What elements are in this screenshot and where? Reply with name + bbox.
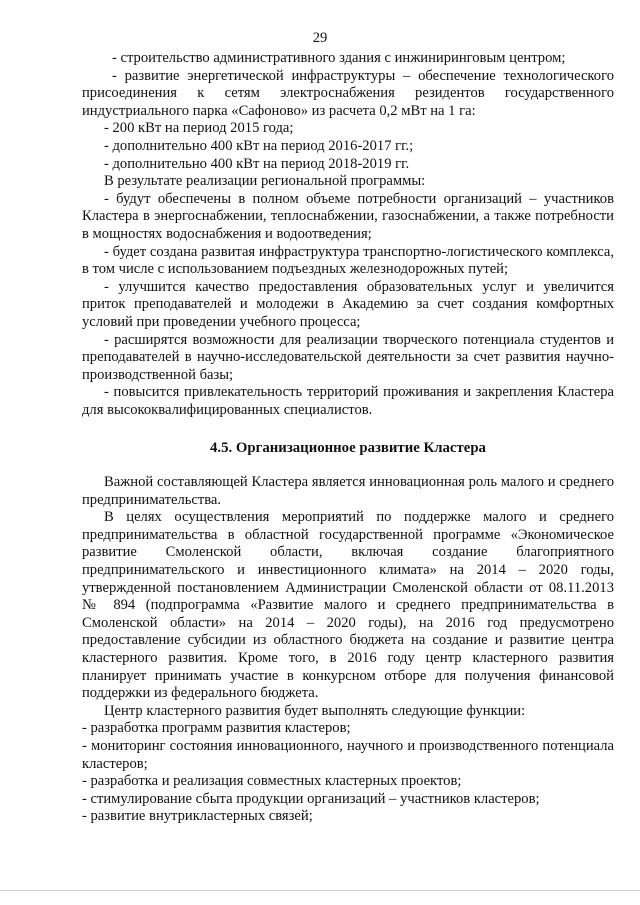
list-item-2: - мониторинг состояния инновационного, научного и производственного потенциала кластеров; — [82, 737, 614, 772]
paragraph-7: - будут обеспечены в полном объеме потребности организаций – участников Кластера в энергоснабжении, теплоснабжении, газоснабжении, а также потребности в мощностях водоснабжения и водоотведения; — [82, 190, 614, 242]
paragraph-5: - дополнительно 400 кВт на период 2018-2019 гг. — [104, 155, 410, 172]
paragraph-4: - дополнительно 400 кВт на период 2016-2017 гг.; — [104, 137, 414, 154]
paragraph-10: - расширятся возможности для реализации творческого потенциала студентов и преподавателей в научно-исследовательской деятельности за счет развития научно-производственной базы; — [82, 331, 614, 383]
section-heading: 4.5. Организационное развитие Кластера — [210, 440, 486, 457]
paragraph-12: Важной составляющей Кластера является инновационная роль малого и среднего предпринимательства. — [82, 474, 614, 508]
scan-edge — [0, 890, 640, 891]
list-item-4: - стимулирование сбыта продукции организаций – участников кластеров; — [82, 790, 540, 807]
page-number: 29 — [312, 30, 328, 46]
paragraph-11: - повысится привлекательность территорий проживания и закрепления Кластера для высококвалифицированных специалистов. — [82, 384, 614, 418]
paragraph-9: - улучшится качество предоставления образовательных услуг и увеличится приток преподавателей и молодежи в Академию за счет создания комфортных условий при проведении учебного процесса; — [82, 278, 614, 330]
paragraph-1: - строительство административного здания с инжиниринговым центром; — [112, 50, 566, 66]
paragraph-13: В целях осуществления мероприятий по поддержке малого и среднего предпринимательства в областной государственной программе «Экономическое развитие Смоленской области, включая создание благоприятного предпринимательского и инвестиционного климата» на 2014 – 2020 годы, утвержденной постановлением Администрации Смоленской области от 08.11.2013 № 894 (подпрограмма «Развитие малого и среднего предпринимательства в Смоленской области» на 2014 – 2020 годы), на 2016 год предусмотрено предоставление субсидии из областного бюджета на создание и развитие центра кластерного развития. Кроме того, в 2016 году центр кластерного развития планирует принимать участие в конкурсном отборе для получения финансовой поддержки из федерального бюджета. — [82, 509, 614, 702]
list-item-1: - разработка программ развития кластеров; — [82, 720, 351, 737]
list-item-5: - развитие внутрикластерных связей; — [82, 808, 313, 825]
paragraph-2: - развитие энергетической инфраструктуры – обеспечение технологического присоединения к сетям электроснабжения резидентов государственного индустриального парка «Сафоново» из расчета 0,2 мВт на 1 га: — [82, 67, 614, 119]
paragraph-6: В результате реализации региональной программы: — [104, 173, 426, 190]
list-item-3: - разработка и реализация совместных кластерных проектов; — [82, 773, 462, 790]
document-body — [82, 50, 614, 826]
paragraph-14: Центр кластерного развития будет выполнять следующие функции: — [104, 702, 526, 719]
paragraph-3: - 200 кВт на период 2015 года; — [104, 120, 294, 137]
paragraph-8: - будет создана развитая инфраструктура транспортно-логистического комплекса, в том числе с использованием подъездных железнодорожных путей; — [82, 243, 614, 278]
